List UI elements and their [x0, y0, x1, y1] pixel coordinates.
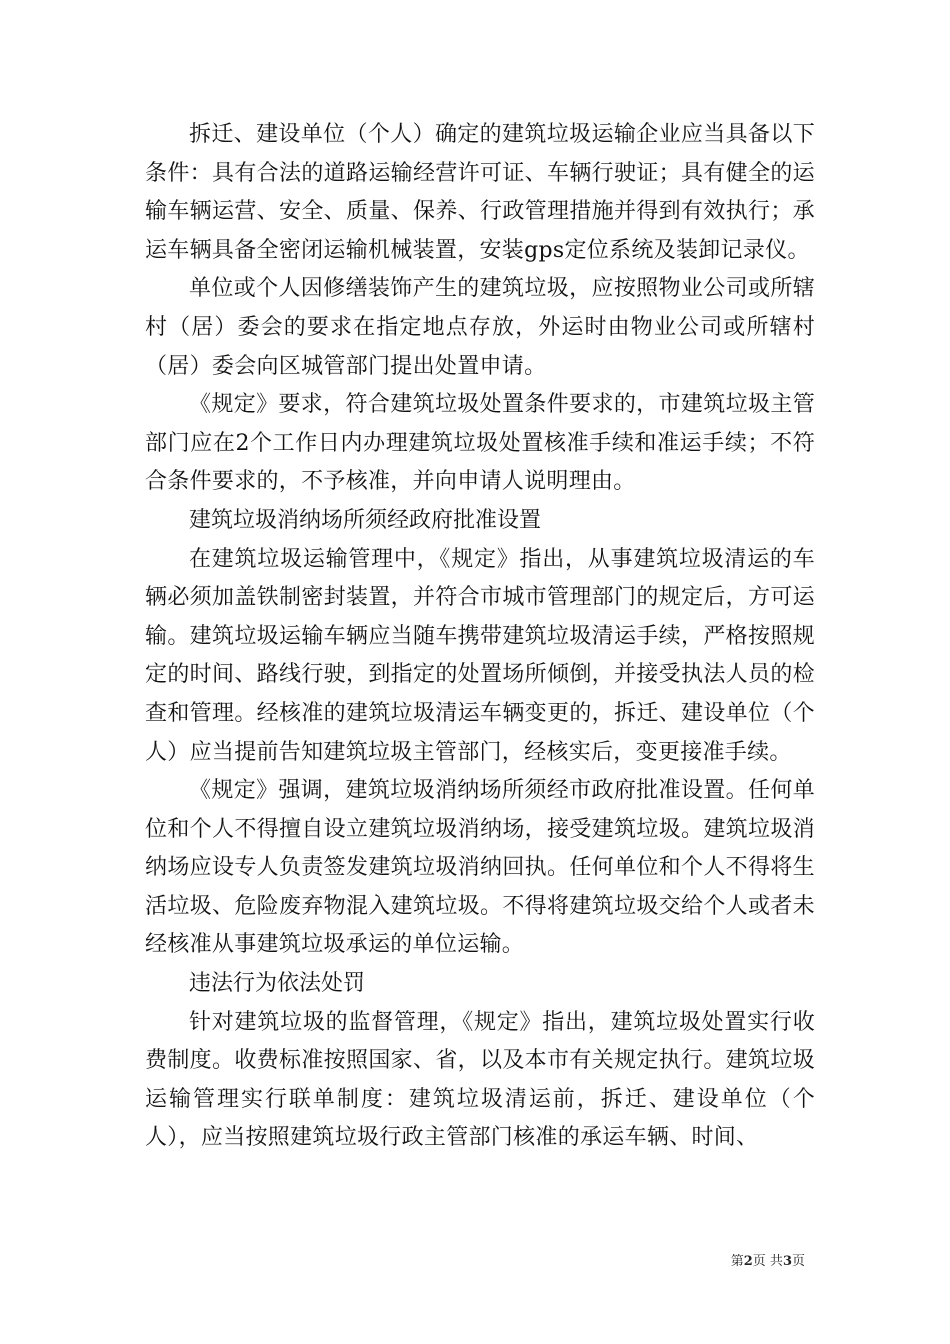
paragraph: 单位或个人因修缮装饰产生的建筑垃圾，应按照物业公司或所辖村（居）委会的要求在指定地点存放，外运时由物业公司或所辖村（居）委会向区城管部门提出处置申请。 [145, 276, 815, 379]
document-body [145, 116, 815, 1158]
paragraph: 在建筑垃圾运输管理中，《规定》指出，从事建筑垃圾清运的车辆必须加盖铁制密封装置，并符合市城市管理部门的规定后，方可运输。建筑垃圾运输车辆应当随车携带建筑垃圾清运手续，严格按照规定的时间、路线行驶，到指定的处置场所倾倒，并接受执法人员的检查和管理。经核准的建筑垃圾清运车辆变更的，拆迁、建设单位（个人）应当提前告知建筑垃圾主管部门，经核实后，变更接准手续。 [145, 546, 815, 765]
footer-middle: 页 共 [752, 1254, 783, 1269]
footer-total-pages: 3 [782, 1254, 792, 1269]
section-heading: 建筑垃圾消纳场所须经政府批准设置 [189, 507, 542, 533]
paragraph: 拆迁、建设单位（个人）确定的建筑垃圾运输企业应当具备以下条件：具有合法的道路运输经营许可证、车辆行驶证；具有健全的运输车辆运营、安全、质量、保养、行政管理措施并得到有效执行；承运车辆具备全密闭运输机械装置，安装gps定位系统及装卸记录仪。 [145, 122, 815, 263]
section-heading: 违法行为依法处罚 [189, 971, 366, 997]
footer-suffix: 页 [791, 1254, 805, 1269]
footer-prefix: 第 [730, 1254, 744, 1269]
paragraph: 《规定》要求，符合建筑垃圾处置条件要求的，市建筑垃圾主管部门应在2个工作日内办理建筑垃圾处置核准手续和准运手续；不符合条件要求的，不予核准，并向申请人说明理由。 [145, 392, 815, 495]
footer-current-page: 2 [743, 1254, 753, 1269]
paragraph: 针对建筑垃圾的监督管理，《规定》指出，建筑垃圾处置实行收费制度。收费标准按照国家、省，以及本市有关规定执行。建筑垃圾运输管理实行联单制度：建筑垃圾清运前，拆迁、建设单位（个人），应当按照建筑垃圾行政主管部门核准的承运车辆、时间、 [145, 1009, 815, 1151]
paragraph: 《规定》强调，建筑垃圾消纳场所须经市政府批准设置。任何单位和个人不得擅自设立建筑垃圾消纳场，接受建筑垃圾。建筑垃圾消纳场应设专人负责签发建筑垃圾消纳回执。任何单位和个人不得将生活垃圾、危险废弃物混入建筑垃圾。不得将建筑垃圾交给个人或者未经核准从事建筑垃圾承运的单位运输。 [145, 778, 815, 958]
page-number-footer [731, 1250, 805, 1269]
